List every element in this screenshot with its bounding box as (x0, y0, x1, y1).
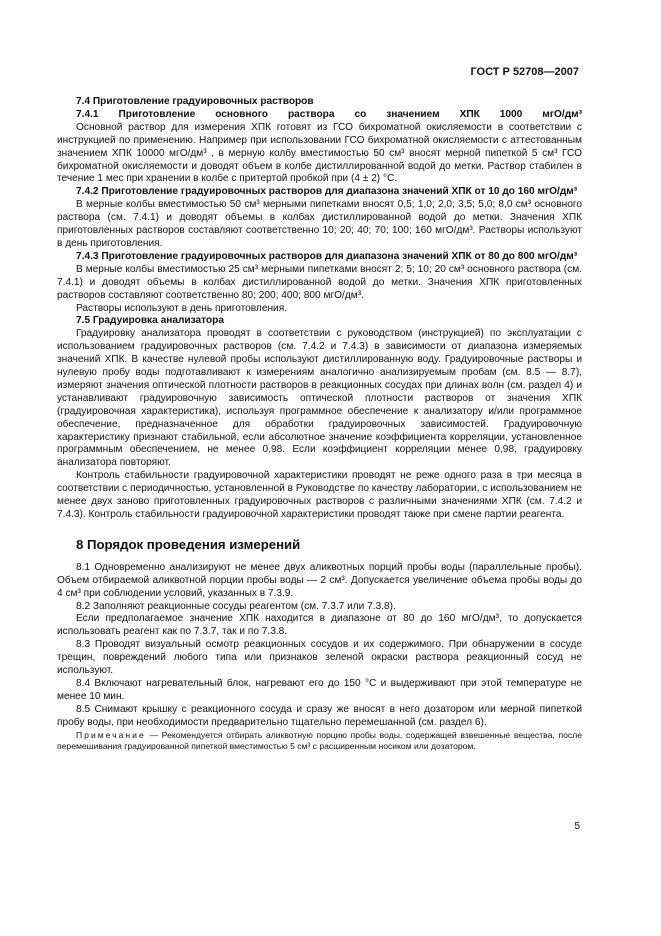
section-7-4-3-text: В мерные колбы вместимостью 25 см³ мерными пипетками вносят 2; 5; 10; 20 см³ основного раствора (см. 7.4.1) и доводят объемы в колбах дистиллированной водой до метки. Значения ХПК приготовленных растворов составляют соответственно 80; 200; 400; 800 мгО/дм³. (57, 263, 582, 301)
section-7-4-heading: 7.4 Приготовление градуировочных растворов (76, 96, 314, 107)
section-7-4-2-heading: 7.4.2 Приготовление градуировочных растворов для диапазона значений ХПК от 10 до 160 мгО/дм³ (76, 186, 578, 198)
section-7-4-1-text: Основной раствор для измерения ХПК готовят из ГСО бихроматной окисляемости в соответствии с инструкцией по применению. Например при использовании ГСО бихроматной окисляемости с аттестованным значением ХПК 10000 мгО/дм³ , в мерную колбу вместимостью 50 см³ вносят мерной пипеткой 5 см³ ГСО бихроматной окисляемости и доводят объем в колбе дистиллированной водой до метки. Раствор стабилен в течение 1 мес при хранении в колбе с притертой пробкой при (4 ± 2) °С. (57, 121, 582, 185)
note-label: Примечание (76, 729, 146, 740)
note-text: — Рекомендуется отбирать аликвотную порцию пробы воды, содержащей взвешенные вещества, после перемешивания градуированной пипеткой вместимостью 5 см³ с расширенным носиком или дозатором. (57, 729, 583, 751)
section-7-4-2-text: В мерные колбы вместимостью 50 см³ мерными пипетками вносят 0,5; 1,0; 2,0; 3,5; 5,0; 8,0 см³ основного раствора (см. 7.4.1) и доводят объемы в колбах дистиллированной водой до метки. Значения ХПК приготовленных растворов составляют соответственно 10; 20; 40; 70; 100; 160 мгО/дм³. Растворы используют в день приготовления. (57, 199, 582, 249)
document-header: ГОСТ Р 52708—2007 (470, 66, 579, 78)
section-7-5-text: Градуировку анализатора проводят в соответствии с руководством (инструкцией) по эксплуатации с использованием градуировочных растворов (см. 7.4.2 и 7.4.3) в зависимости от диапазона измеряемых значений ХПК. В качестве нулевой пробы используют дистиллированную воду. Градуировочные растворы и нулевую пробу воды подготавливают к измерениям аналогично анализируемым пробам (см. 8.5 — 8.7), измеряют значения оптической плотности растворов в реакционных сосудах при длинах волн (см. раздел 4) и устанавливают градуировочную зависимость оптической плотности растворов от значения ХПК (градуировочная характеристика), используя программное обеспечение к анализатору и/или программное обеспечение, предназначенное для обработки градуировочных зависимостей. Градуировочную характеристику признают стабильной, если абсолютное значение коэффициента корреляции, установленное программным обеспечением, не менее 0,98. Если коэффициент корреляции менее 0,98, градуировку анализатора повторяют. (57, 328, 582, 469)
section-7-5-heading: 7.5 Градуировка анализатора (76, 315, 224, 327)
section-7-4-3-heading: 7.4.3 Приготовление градуировочных растворов для диапазона значений ХПК от 80 до 800 мгО/дм³ (76, 250, 578, 262)
paragraph-8-3: 8.3 Проводят визуальный осмотр реакционных сосудов и их содержимого. При обнаружении в сосуде трещин, повреждений любого типа или признаков зеленой окраски раствора реакционный сосуд не используют. (57, 639, 582, 677)
paragraph-8-2: 8.2 Заполняют реакционные сосуды реагентом (см. 7.3.7 или 7.3.8). (76, 600, 396, 612)
paragraph-8-1: 8.1 Одновременно анализируют не менее двух аликвотных порций пробы воды (параллельные пробы). Объем отбираемой аликвотной порции пробы воды — 2 см³. Допускается увеличение объема пробы воды до 4 см³ при соблюдении условий, указанных в 7.3.9. (57, 561, 582, 599)
section-7-4-1-heading: 7.4.1 Приготовление основного раствора со значением ХПК 1000 мгО/дм³ (76, 108, 582, 120)
paragraph-8-2-b: Если предполагаемое значение ХПК находится в диапазоне от 80 до 160 мгО/дм³, то допускается использовать реагент как по 7.3.7, так и по 7.3.8. (57, 613, 582, 638)
section-7-5-text-2: Контроль стабильности градуировочной характеристики проводят не реже одного раза в три месяца в соответствии с периодичностью, установленной в Руководстве по качеству лаборатории, с использованием не менее двух заново приготовленных градуировочных растворов с различными значениями ХПК (см. 7.4.2 и 7.4.3). Контроль стабильности градуировочной характеристики проводят также при смене партии реагента. (57, 470, 582, 520)
paragraph-8-4: 8.4 Включают нагревательный блок, нагревают его до 150 °С и выдерживают при этой температуре не менее 10 мин. (57, 677, 582, 702)
page-number: 5 (574, 821, 580, 832)
section-8-heading: 8 Порядок проведения измерений (76, 536, 301, 552)
document-body (57, 96, 582, 752)
note (57, 730, 582, 753)
paragraph-8-5: 8.5 Снимают крышку с реакционного сосуда и сразу же вносят в него дозатором или мерной пипеткой пробу воды, при необходимости предварительно тщательно перемешанной (см. раздел 6). (57, 703, 582, 728)
section-7-4-3-text-2: Растворы используют в день приготовления. (76, 302, 288, 314)
